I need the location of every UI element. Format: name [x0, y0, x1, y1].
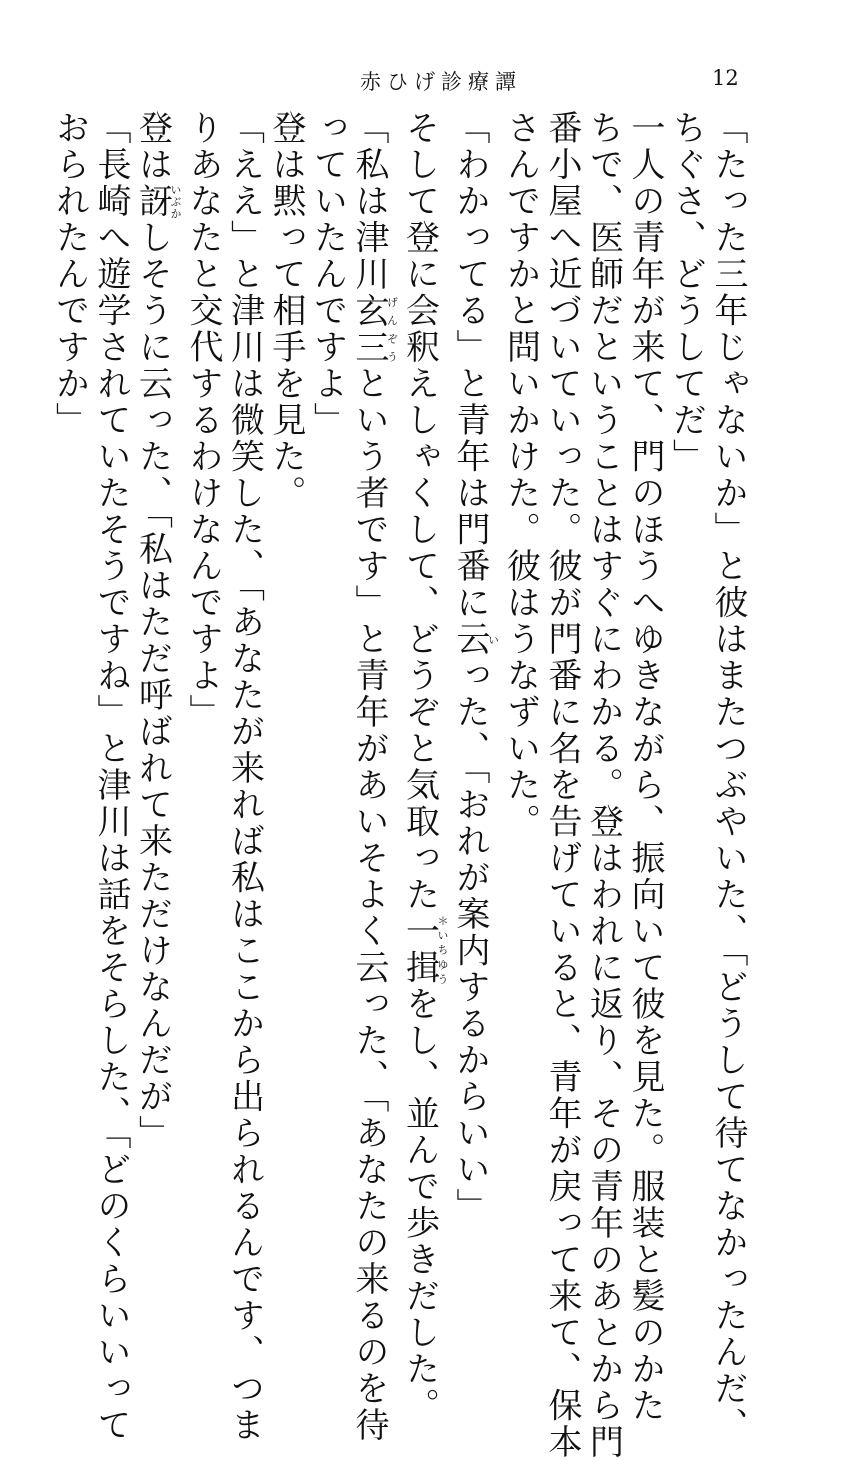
text-column: ちで、医師だということはすぐにわかる。登はわれに返り、その青年のあとから門	[583, 110, 624, 1461]
text-column: っていたんですよ」	[307, 110, 348, 439]
text-column: さんですかと問いかけた。彼はうなずいた。	[500, 110, 541, 840]
text-column: そして登に会釈えしゃくして、どうぞと気取った一揖＊いちゆうをし、並んで歩きだした。	[399, 110, 449, 1424]
text-column: 登は黙って相手を見た。	[266, 110, 306, 512]
furigana: 一揖＊いちゆう	[399, 913, 449, 986]
text-column: 番小屋へ近づいていった。彼が門番に名を告げていると、青年が戻って来て、保本	[542, 110, 582, 1461]
text-column: 「長崎へ遊学されていたそうですね」と津川は話をそらした、「どのくらいいって	[91, 110, 131, 1444]
furigana: 玄三げんぞう	[349, 292, 399, 366]
text-column: 「わかってる」と青年は門番に云いった、「おれが案内するからいい」	[450, 110, 500, 1225]
furigana-reading: げんぞう	[385, 292, 399, 366]
text-column: おられたんですか」	[49, 110, 90, 439]
text-column: 「私は津川玄三げんぞうという者です」と青年があいそよく云った、「あなたの来るのを待	[349, 110, 399, 1444]
furigana-reading: ＊いちゆう	[436, 913, 449, 986]
furigana-reading: い	[486, 621, 500, 658]
text-column: 「ええ」と津川は微笑した、「あなたが来れば私はここから出られるんです、つま	[224, 110, 265, 1444]
text-column: ちぐさ、どうしてだ」	[666, 110, 707, 475]
text-column: 登は訝いぶかしそうに云った、「私はただ呼ばれて来ただけなんだが」	[132, 110, 182, 1152]
body-text	[49, 110, 748, 1461]
running-head: 赤ひげ診療譚	[360, 70, 522, 94]
furigana: 云い	[450, 621, 500, 658]
furigana: 訝いぶか	[132, 183, 182, 220]
text-column: 「たった三年じゃないか」と彼はまたつぶやいた、「どうして待てなかったんだ、	[708, 110, 748, 1444]
furigana-reading: いぶか	[169, 183, 182, 220]
text-column: 一人の青年が来て、門のほうへゆきながら、振向いて彼を見た。服装と髪のかた	[625, 110, 665, 1424]
page-number: 12	[712, 66, 739, 90]
text-column: りあなたと交代するわけなんですよ」	[183, 110, 223, 731]
